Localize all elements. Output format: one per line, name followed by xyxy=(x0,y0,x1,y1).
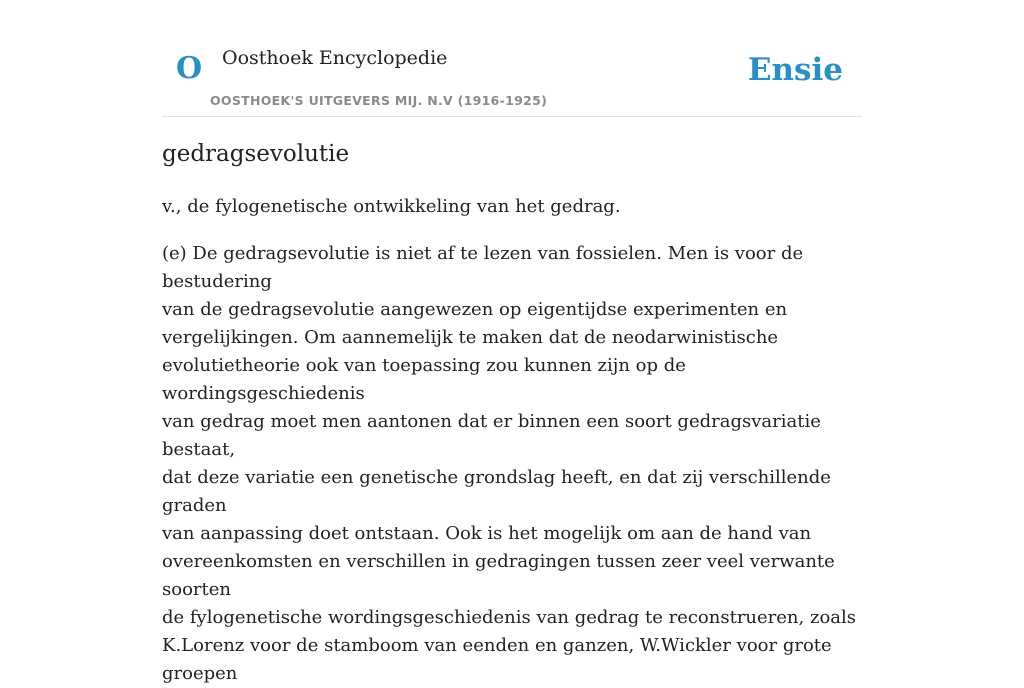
ensie-brand-link[interactable]: Ensie xyxy=(747,52,843,88)
entry-definition: v., de fylogenetische ontwikkeling van het gedrag. xyxy=(162,196,621,217)
site-title-link[interactable]: Oosthoek Encyclopedie xyxy=(222,47,448,69)
entry-body: (e) De gedragsevolutie is niet af te lezen van fossielen. Men is voor de bestudering van de gedragsevolutie aangewezen op eigentijdse experimenten en vergelijkingen. Om aannemelijk te maken dat de neodarwinistische evolutietheorie ook van toepassing zou kunnen zijn op de wordingsgeschiedenis van gedrag moet men aantonen dat er binnen een soort gedragsvariatie bestaat, dat deze variatie een genetische grondslag heeft, en dat zij verschillende graden van aanpassing doet ontstaan. Ook is het mogelijk om aan de hand van overeenkomsten en verschillen in gedragingen tussen zeer veel verwante soorten de fylogenetische wordingsgeschiedenis van gedrag te reconstrueren, zoals K.Lorenz voor de stamboom van eenden en ganzen, W.Wickler voor grote groepen xyxy=(162,243,857,684)
publisher-label: OOSTHOEK'S UITGEVERS MIJ. N.V (1916-1925) xyxy=(210,93,548,108)
site-header xyxy=(162,0,862,117)
logo-letter[interactable]: O xyxy=(176,51,203,86)
entry-title: gedragsevolutie xyxy=(162,141,350,167)
article xyxy=(162,138,862,688)
